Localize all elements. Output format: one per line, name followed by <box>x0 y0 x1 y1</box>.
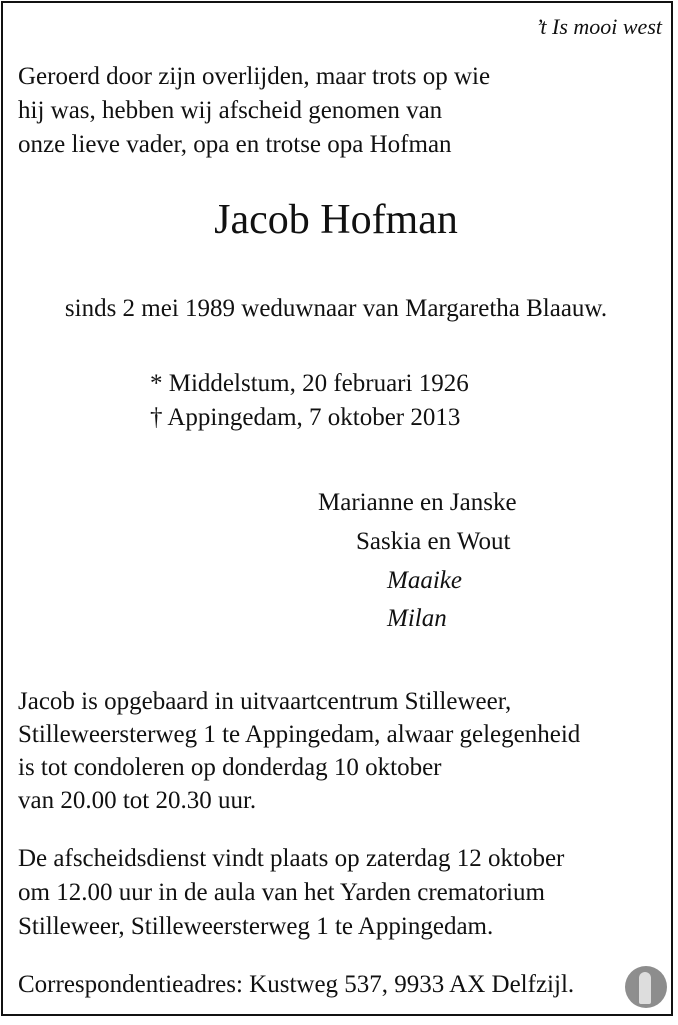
family-line-3: Maaike <box>387 567 462 594</box>
service-line-2: om 12.00 uur in de aula van het Yarden crematorium <box>18 879 545 906</box>
watermark-figure-icon <box>625 966 667 1008</box>
birth-line: * Middelstum, 20 februari 1926 <box>150 370 469 397</box>
death-line: † Appingedam, 7 oktober 2013 <box>150 404 461 431</box>
viewing-line-1: Jacob is opgebaard in uitvaartcentrum Stilleweer, <box>18 688 512 715</box>
intro-line-2: hij was, hebben wij afscheid genomen van <box>18 97 443 124</box>
motto: ’t Is mooi west <box>535 14 662 39</box>
intro-line-3: onze lieve vader, opa en trotse opa Hofman <box>18 131 452 158</box>
widower-line: sinds 2 mei 1989 weduwnaar van Margaretha Blaauw. <box>64 295 608 322</box>
family-line-4: Milan <box>387 605 447 632</box>
service-line-1: De afscheidsdienst vindt plaats op zaterdag 12 oktober <box>18 845 565 872</box>
figure-silhouette-icon <box>639 972 651 1004</box>
correspondence-address: Correspondentieadres: Kustweg 537, 9933 AX Delfzijl. <box>18 971 575 998</box>
viewing-line-4: van 20.00 tot 20.30 uur. <box>18 787 257 814</box>
service-line-3: Stilleweer, Stilleweersterweg 1 te Appingedam. <box>18 913 494 940</box>
viewing-line-2: Stilleweersterweg 1 te Appingedam, alwaar gelegenheid <box>18 721 581 748</box>
family-line-2: Saskia en Wout <box>356 528 511 555</box>
viewing-line-3: is tot condoleren op donderdag 10 oktober <box>18 754 442 781</box>
family-line-1: Marianne en Janske <box>318 489 517 516</box>
intro-line-1: Geroerd door zijn overlijden, maar trots op wie <box>18 63 491 90</box>
deceased-name: Jacob Hofman <box>214 197 458 243</box>
